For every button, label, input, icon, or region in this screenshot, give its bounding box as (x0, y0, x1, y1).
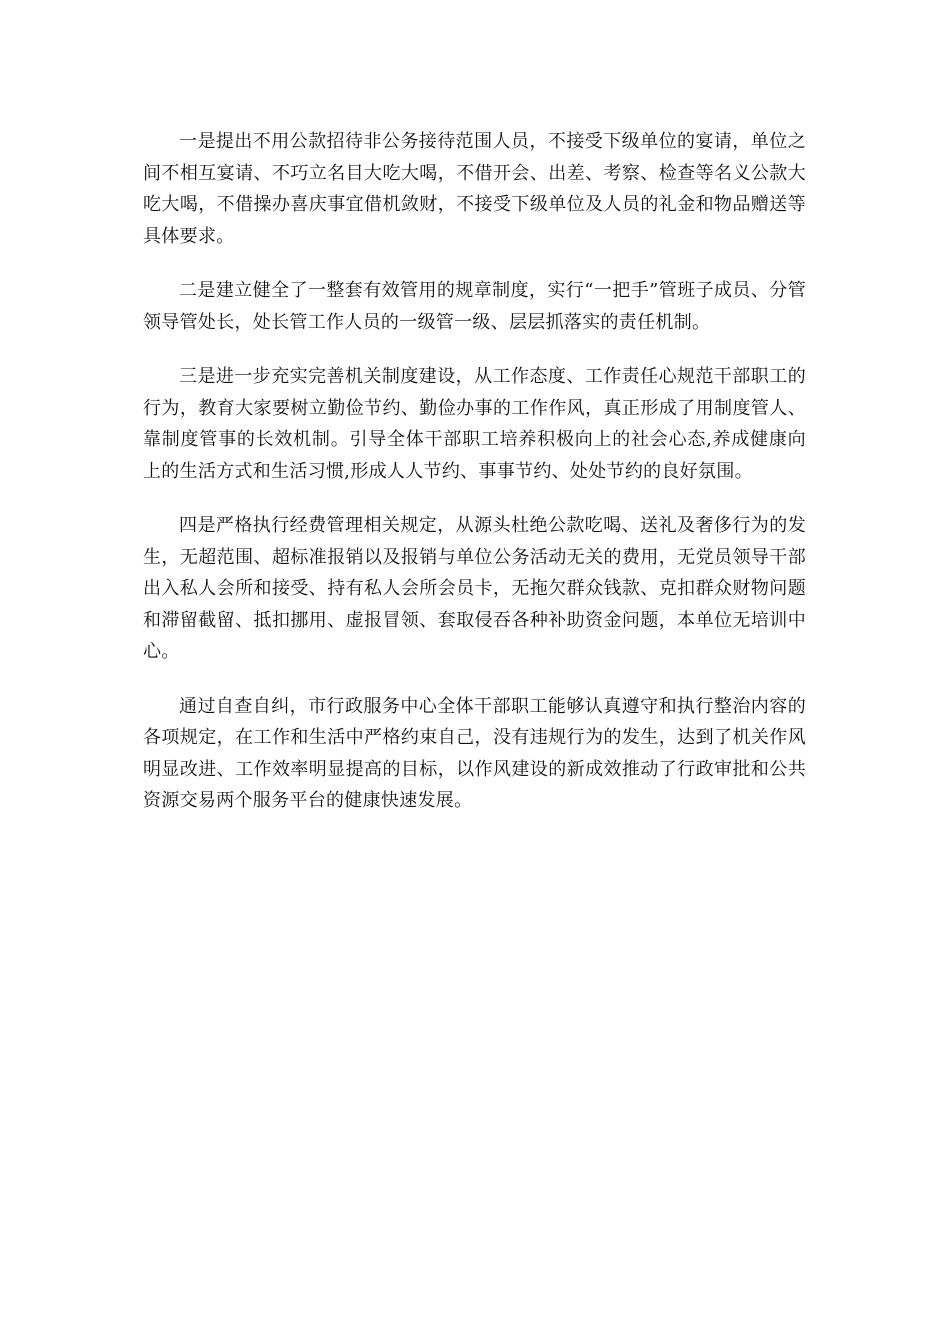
document-body (143, 126, 806, 840)
paragraph-1: 一是提出不用公款招待非公务接待范围人员，不接受下级单位的宴请，单位之间不相互宴请、不巧立名目大吃大喝，不借开会、出差、考察、检查等名义公款大吃大喝，不借操办喜庆事宜借机敛财，不接受下级单位及人员的礼金和物品赠送等具体要求。 (143, 131, 806, 247)
paragraph-3: 三是进一步充实完善机关制度建设，从工作态度、工作责任心规范干部职工的行为，教育大家要树立勤俭节约、勤俭办事的工作作风，真正形成了用制度管人、靠制度管事的长效机制。引导全体干部职工培养积极向上的社会心态,养成健康向上的生活方式和生活习惯,形成人人节约、事事节约、处处节约的良好氛围。 (143, 366, 806, 482)
paragraph-5: 通过自查自纠，市行政服务中心全体干部职工能够认真遵守和执行整治内容的各项规定，在工作和生活中严格约束自己，没有违规行为的发生，达到了机关作风明显改进、工作效率明显提高的目标，以作风建设的新成效推动了行政审批和公共资源交易两个服务平台的健康快速发展。 (143, 695, 806, 811)
paragraph-4: 四是严格执行经费管理相关规定，从源头杜绝公款吃喝、送礼及奢侈行为的发生，无超范围、超标准报销以及报销与单位公务活动无关的费用，无党员领导干部出入私人会所和接受、持有私人会所会员卡，无拖欠群众钱款、克扣群众财物问题和滞留截留、抵扣挪用、虚报冒领、套取侵吞各种补助资金问题，本单位无培训中心。 (143, 515, 806, 662)
paragraph-2: 二是建立健全了一整套有效管用的规章制度，实行“一把手”管班子成员、分管领导管处长，处长管工作人员的一级管一级、层层抓落实的责任机制。 (143, 280, 806, 333)
